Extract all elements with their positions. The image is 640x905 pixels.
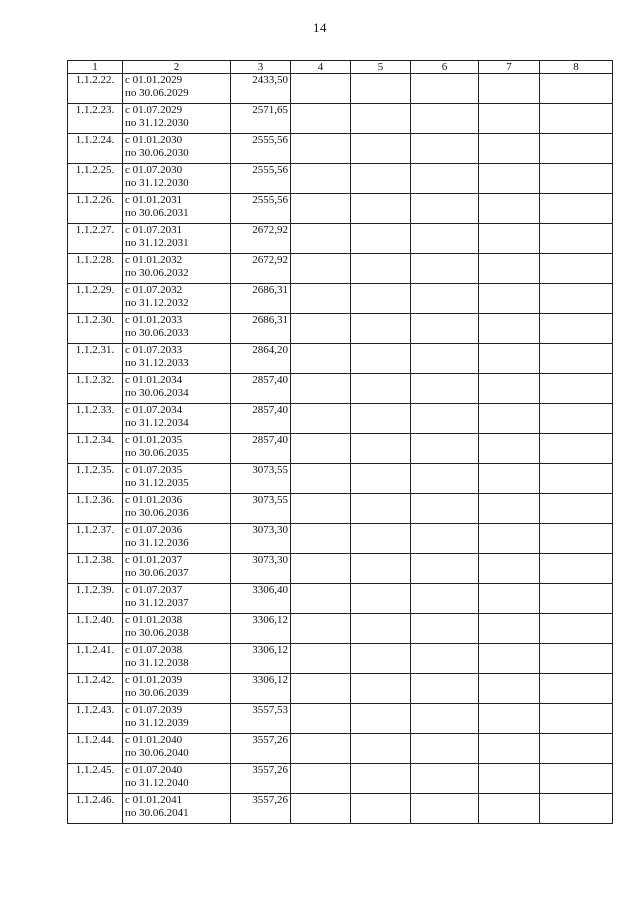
period-from: с 01.07.2029: [125, 104, 183, 116]
period-to: по 30.06.2032: [125, 267, 189, 279]
tariff-value: 2864,20: [231, 344, 291, 374]
period-to: по 31.12.2038: [125, 657, 189, 669]
table-row: [68, 314, 613, 344]
empty-cell: [540, 704, 613, 734]
row-number: 1.1.2.41.: [68, 644, 123, 674]
period-to: по 31.12.2033: [125, 357, 189, 369]
empty-cell: [291, 104, 351, 134]
period-cell: [123, 554, 231, 584]
empty-cell: [479, 434, 540, 464]
empty-cell: [411, 554, 479, 584]
period-cell: [123, 434, 231, 464]
empty-cell: [351, 764, 411, 794]
table-row: [68, 494, 613, 524]
empty-cell: [479, 794, 540, 824]
empty-cell: [479, 584, 540, 614]
row-number: 1.1.2.26.: [68, 194, 123, 224]
empty-cell: [411, 194, 479, 224]
empty-cell: [411, 134, 479, 164]
row-number: 1.1.2.34.: [68, 434, 123, 464]
empty-cell: [540, 134, 613, 164]
period-cell: [123, 374, 231, 404]
empty-cell: [540, 284, 613, 314]
row-number: 1.1.2.33.: [68, 404, 123, 434]
table-row: [68, 74, 613, 104]
table-row: [68, 464, 613, 494]
empty-cell: [291, 734, 351, 764]
empty-cell: [479, 614, 540, 644]
period-to: по 31.12.2030: [125, 177, 189, 189]
period-from: с 01.01.2032: [125, 254, 183, 266]
empty-cell: [540, 344, 613, 374]
tariff-value: 3557,26: [231, 734, 291, 764]
empty-cell: [411, 704, 479, 734]
empty-cell: [291, 764, 351, 794]
table-header: [68, 61, 613, 74]
table-row: [68, 734, 613, 764]
empty-cell: [291, 614, 351, 644]
empty-cell: [479, 254, 540, 284]
period-from: с 01.07.2037: [125, 584, 183, 596]
table-row: [68, 644, 613, 674]
empty-cell: [351, 314, 411, 344]
period-to: по 30.06.2037: [125, 567, 189, 579]
empty-cell: [479, 554, 540, 584]
row-number: 1.1.2.30.: [68, 314, 123, 344]
period-to: по 30.06.2038: [125, 627, 189, 639]
period-cell: [123, 524, 231, 554]
empty-cell: [479, 134, 540, 164]
period-from: с 01.07.2039: [125, 704, 183, 716]
empty-cell: [479, 194, 540, 224]
period-from: с 01.01.2029: [125, 74, 183, 86]
row-number: 1.1.2.31.: [68, 344, 123, 374]
column-header: 1: [68, 61, 123, 74]
period-cell: [123, 704, 231, 734]
empty-cell: [479, 674, 540, 704]
row-number: 1.1.2.35.: [68, 464, 123, 494]
empty-cell: [291, 704, 351, 734]
period-to: по 31.12.2036: [125, 537, 189, 549]
period-to: по 30.06.2029: [125, 87, 189, 99]
period-from: с 01.01.2033: [125, 314, 183, 326]
empty-cell: [291, 314, 351, 344]
tariff-value: 3557,26: [231, 764, 291, 794]
empty-cell: [291, 374, 351, 404]
empty-cell: [540, 254, 613, 284]
empty-cell: [351, 494, 411, 524]
column-header: 8: [540, 61, 613, 74]
column-header: 6: [411, 61, 479, 74]
table-row: [68, 164, 613, 194]
period-from: с 01.01.2038: [125, 614, 183, 626]
period-cell: [123, 134, 231, 164]
period-to: по 31.12.2034: [125, 417, 189, 429]
period-from: с 01.01.2036: [125, 494, 183, 506]
empty-cell: [351, 284, 411, 314]
row-number: 1.1.2.42.: [68, 674, 123, 704]
empty-cell: [540, 794, 613, 824]
empty-cell: [540, 554, 613, 584]
empty-cell: [351, 224, 411, 254]
empty-cell: [411, 794, 479, 824]
table-row: [68, 524, 613, 554]
tariff-value: 3306,40: [231, 584, 291, 614]
empty-cell: [351, 584, 411, 614]
empty-cell: [351, 554, 411, 584]
period-to: по 30.06.2035: [125, 447, 189, 459]
empty-cell: [411, 464, 479, 494]
period-to: по 30.06.2030: [125, 147, 189, 159]
empty-cell: [540, 584, 613, 614]
empty-cell: [411, 404, 479, 434]
empty-cell: [540, 614, 613, 644]
period-cell: [123, 674, 231, 704]
empty-cell: [411, 344, 479, 374]
empty-cell: [540, 524, 613, 554]
empty-cell: [479, 704, 540, 734]
period-to: по 31.12.2040: [125, 777, 189, 789]
row-number: 1.1.2.25.: [68, 164, 123, 194]
empty-cell: [540, 674, 613, 704]
row-number: 1.1.2.40.: [68, 614, 123, 644]
empty-cell: [351, 704, 411, 734]
tariff-value: 2857,40: [231, 374, 291, 404]
period-from: с 01.01.2035: [125, 434, 183, 446]
period-from: с 01.07.2034: [125, 404, 183, 416]
table-row: [68, 284, 613, 314]
row-number: 1.1.2.44.: [68, 734, 123, 764]
period-cell: [123, 314, 231, 344]
period-to: по 30.06.2041: [125, 807, 189, 819]
period-cell: [123, 404, 231, 434]
empty-cell: [540, 494, 613, 524]
empty-cell: [291, 194, 351, 224]
empty-cell: [479, 74, 540, 104]
table-row: [68, 674, 613, 704]
tariff-value: 2686,31: [231, 284, 291, 314]
tariff-value: 3306,12: [231, 674, 291, 704]
row-number: 1.1.2.39.: [68, 584, 123, 614]
table-row: [68, 224, 613, 254]
empty-cell: [291, 164, 351, 194]
empty-cell: [479, 314, 540, 344]
period-from: с 01.01.2034: [125, 374, 183, 386]
row-number: 1.1.2.27.: [68, 224, 123, 254]
period-to: по 30.06.2039: [125, 687, 189, 699]
period-cell: [123, 224, 231, 254]
empty-cell: [351, 74, 411, 104]
empty-cell: [479, 764, 540, 794]
empty-cell: [351, 164, 411, 194]
empty-cell: [291, 254, 351, 284]
period-to: по 31.12.2032: [125, 297, 189, 309]
period-cell: [123, 464, 231, 494]
empty-cell: [351, 674, 411, 704]
period-from: с 01.01.2041: [125, 794, 183, 806]
period-cell: [123, 794, 231, 824]
period-to: по 31.12.2035: [125, 477, 189, 489]
period-from: с 01.07.2036: [125, 524, 183, 536]
table-row: [68, 254, 613, 284]
empty-cell: [479, 644, 540, 674]
empty-cell: [351, 134, 411, 164]
row-number: 1.1.2.37.: [68, 524, 123, 554]
empty-cell: [479, 344, 540, 374]
empty-cell: [351, 254, 411, 284]
empty-cell: [540, 194, 613, 224]
row-number: 1.1.2.23.: [68, 104, 123, 134]
period-from: с 01.07.2035: [125, 464, 183, 476]
empty-cell: [411, 644, 479, 674]
column-header: 2: [123, 61, 231, 74]
period-cell: [123, 254, 231, 284]
period-cell: [123, 494, 231, 524]
row-number: 1.1.2.29.: [68, 284, 123, 314]
row-number: 1.1.2.28.: [68, 254, 123, 284]
empty-cell: [411, 674, 479, 704]
empty-cell: [291, 344, 351, 374]
period-to: по 31.12.2039: [125, 717, 189, 729]
period-to: по 30.06.2034: [125, 387, 189, 399]
row-number: 1.1.2.22.: [68, 74, 123, 104]
empty-cell: [411, 734, 479, 764]
empty-cell: [291, 644, 351, 674]
page-number: 14: [313, 20, 327, 35]
tariff-value: 3073,55: [231, 464, 291, 494]
empty-cell: [479, 104, 540, 134]
period-from: с 01.07.2038: [125, 644, 183, 656]
empty-cell: [351, 194, 411, 224]
period-to: по 31.12.2031: [125, 237, 189, 249]
table-row: [68, 104, 613, 134]
empty-cell: [479, 464, 540, 494]
row-number: 1.1.2.45.: [68, 764, 123, 794]
table-row: [68, 404, 613, 434]
period-from: с 01.07.2033: [125, 344, 183, 356]
tariff-value: 2672,92: [231, 224, 291, 254]
empty-cell: [411, 374, 479, 404]
empty-cell: [291, 284, 351, 314]
period-from: с 01.07.2040: [125, 764, 183, 776]
period-from: с 01.01.2039: [125, 674, 183, 686]
empty-cell: [411, 494, 479, 524]
tariff-value: 3073,55: [231, 494, 291, 524]
empty-cell: [351, 734, 411, 764]
empty-cell: [411, 614, 479, 644]
empty-cell: [540, 164, 613, 194]
tariff-value: 2571,65: [231, 104, 291, 134]
tariff-value: 3306,12: [231, 614, 291, 644]
empty-cell: [351, 404, 411, 434]
empty-cell: [291, 224, 351, 254]
empty-cell: [411, 164, 479, 194]
empty-cell: [411, 224, 479, 254]
empty-cell: [411, 764, 479, 794]
period-from: с 01.07.2031: [125, 224, 183, 236]
empty-cell: [540, 224, 613, 254]
empty-cell: [540, 104, 613, 134]
column-header: 5: [351, 61, 411, 74]
empty-cell: [411, 284, 479, 314]
empty-cell: [291, 584, 351, 614]
period-from: с 01.01.2037: [125, 554, 183, 566]
period-from: с 01.07.2032: [125, 284, 183, 296]
period-from: с 01.07.2030: [125, 164, 183, 176]
period-to: по 31.12.2037: [125, 597, 189, 609]
empty-cell: [291, 134, 351, 164]
period-cell: [123, 284, 231, 314]
period-cell: [123, 74, 231, 104]
table-body: [68, 74, 613, 824]
tariff-value: 3557,53: [231, 704, 291, 734]
period-to: по 30.06.2031: [125, 207, 189, 219]
empty-cell: [411, 314, 479, 344]
period-cell: [123, 734, 231, 764]
empty-cell: [351, 524, 411, 554]
period-to: по 30.06.2033: [125, 327, 189, 339]
column-header: 7: [479, 61, 540, 74]
empty-cell: [411, 524, 479, 554]
column-header: 3: [231, 61, 291, 74]
empty-cell: [291, 74, 351, 104]
empty-cell: [479, 164, 540, 194]
row-number: 1.1.2.38.: [68, 554, 123, 584]
empty-cell: [351, 434, 411, 464]
tariff-value: 3073,30: [231, 524, 291, 554]
period-from: с 01.01.2040: [125, 734, 183, 746]
period-cell: [123, 344, 231, 374]
period-cell: [123, 644, 231, 674]
empty-cell: [291, 404, 351, 434]
tariff-value: 3073,30: [231, 554, 291, 584]
empty-cell: [351, 794, 411, 824]
table-row: [68, 584, 613, 614]
empty-cell: [351, 644, 411, 674]
table-row: [68, 764, 613, 794]
empty-cell: [479, 524, 540, 554]
table-row: [68, 614, 613, 644]
empty-cell: [411, 254, 479, 284]
empty-cell: [351, 374, 411, 404]
period-to: по 30.06.2036: [125, 507, 189, 519]
row-number: 1.1.2.43.: [68, 704, 123, 734]
empty-cell: [411, 74, 479, 104]
empty-cell: [540, 74, 613, 104]
tariff-value: 2555,56: [231, 164, 291, 194]
row-number: 1.1.2.24.: [68, 134, 123, 164]
tariff-table: [67, 60, 613, 824]
empty-cell: [479, 404, 540, 434]
period-to: по 30.06.2040: [125, 747, 189, 759]
table-row: [68, 374, 613, 404]
empty-cell: [351, 104, 411, 134]
row-number: 1.1.2.32.: [68, 374, 123, 404]
empty-cell: [351, 614, 411, 644]
empty-cell: [411, 434, 479, 464]
empty-cell: [411, 584, 479, 614]
period-cell: [123, 614, 231, 644]
tariff-value: 2686,31: [231, 314, 291, 344]
tariff-value: 2857,40: [231, 434, 291, 464]
empty-cell: [479, 284, 540, 314]
empty-cell: [540, 644, 613, 674]
tariff-value: 2672,92: [231, 254, 291, 284]
tariff-value: 2857,40: [231, 404, 291, 434]
table-row: [68, 434, 613, 464]
period-cell: [123, 164, 231, 194]
empty-cell: [351, 344, 411, 374]
empty-cell: [291, 524, 351, 554]
empty-cell: [540, 374, 613, 404]
row-number: 1.1.2.46.: [68, 794, 123, 824]
table-row: [68, 554, 613, 584]
tariff-value: 3306,12: [231, 644, 291, 674]
period-cell: [123, 584, 231, 614]
table-row: [68, 194, 613, 224]
empty-cell: [411, 104, 479, 134]
tariff-value: 2555,56: [231, 134, 291, 164]
period-from: с 01.01.2031: [125, 194, 183, 206]
empty-cell: [291, 494, 351, 524]
empty-cell: [540, 764, 613, 794]
table-row: [68, 134, 613, 164]
empty-cell: [291, 794, 351, 824]
period-cell: [123, 194, 231, 224]
empty-cell: [540, 464, 613, 494]
empty-cell: [351, 464, 411, 494]
empty-cell: [291, 434, 351, 464]
period-cell: [123, 764, 231, 794]
table-row: [68, 794, 613, 824]
tariff-value: 2433,50: [231, 74, 291, 104]
period-to: по 31.12.2030: [125, 117, 189, 129]
table-row: [68, 704, 613, 734]
empty-cell: [479, 734, 540, 764]
row-number: 1.1.2.36.: [68, 494, 123, 524]
empty-cell: [479, 494, 540, 524]
empty-cell: [540, 434, 613, 464]
empty-cell: [540, 734, 613, 764]
empty-cell: [479, 374, 540, 404]
empty-cell: [291, 674, 351, 704]
empty-cell: [540, 404, 613, 434]
column-header: 4: [291, 61, 351, 74]
tariff-value: 3557,26: [231, 794, 291, 824]
period-cell: [123, 104, 231, 134]
table-row: [68, 344, 613, 374]
empty-cell: [291, 554, 351, 584]
empty-cell: [540, 314, 613, 344]
tariff-value: 2555,56: [231, 194, 291, 224]
empty-cell: [479, 224, 540, 254]
period-from: с 01.01.2030: [125, 134, 183, 146]
empty-cell: [291, 464, 351, 494]
header-row: [68, 61, 613, 74]
